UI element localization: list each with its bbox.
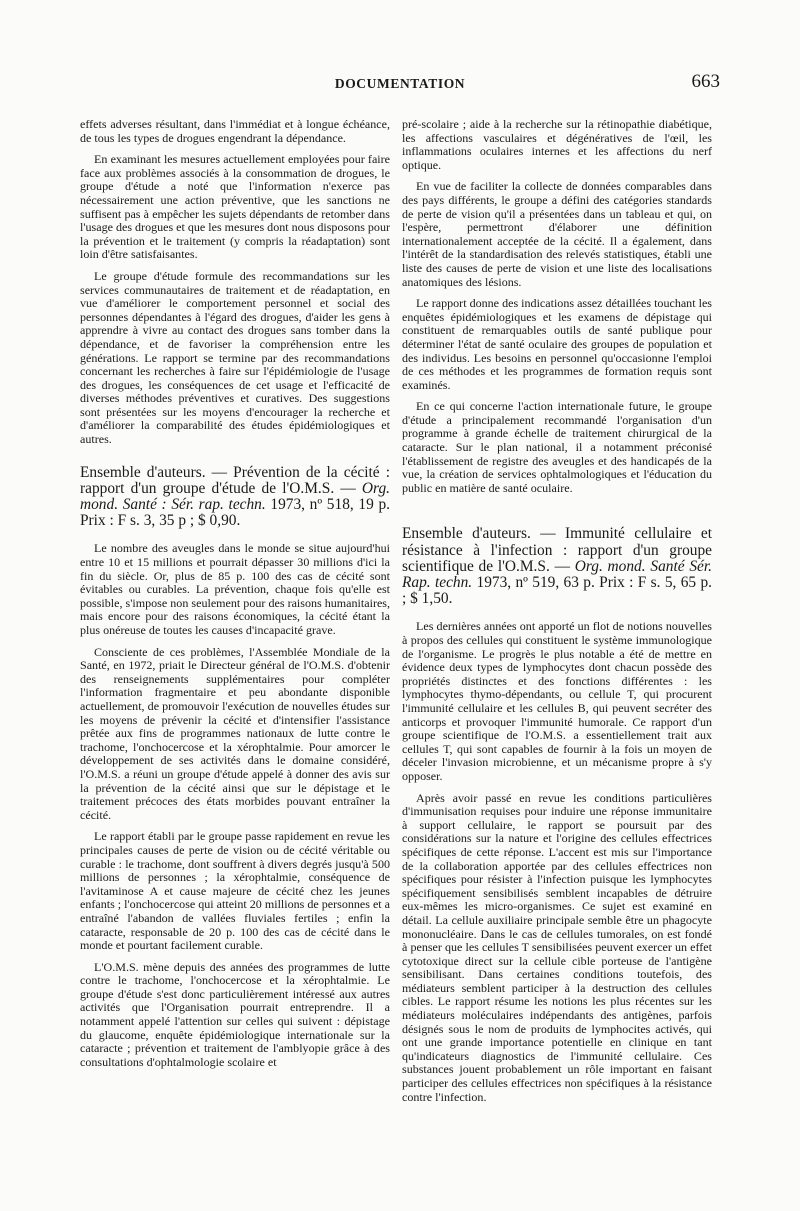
page-header — [80, 71, 720, 98]
heading-text: Ensemble d'auteurs. — Immunité cellulaire et résistance à l'infection : rapport d'un groupe scientifique de l'O.M.S. — — [402, 525, 712, 575]
heading-details: 1973, nº 518, 19 p. Prix : F s. 3, 35 p ; $ 0,90. — [80, 496, 390, 530]
paragraph: Le nombre des aveugles dans le monde se situe aujourd'hui entre 10 et 15 millions et pourrait dépasser 30 millions d'ici la fin du siècle. Or, plus de 85 p. 100 des cas de cécité sont évitables ou curables. La prévention, chaque fois qu'elle est possible, s'impose non seulement pour des raisons humanitaires, mais encore pour des raisons économiques, la cécité étant la plus onéreuse de toutes les causes d'incapacité grave. — [80, 541, 390, 638]
paragraph: En examinant les mesures actuellement employées pour faire face aux problèmes associés à la consommation de drogues, le groupe d'étude a noté que l'information n'exerce pas nécessairement une action préventive, que les sanctions ne suffisent pas à empêcher les sujets dépendants de retomber dans l'usage des drogues et que les mesures dont nous disposons pour la prévention et le traitement (y compris la réadaptation) sont loin d'être satisfaisantes. — [80, 152, 390, 262]
heading-details: 1973, nº 519, 63 p. Prix : F s. 5, 65 p. ; $ 1,50. — [402, 574, 712, 608]
paragraph: Le groupe d'étude formule des recommandations sur les services communautaires de traitement et de réadaptation, en vue d'améliorer le comportement personnel et social des personnes dépendantes à l'égard des drogues, d'aider les gens à apprendre à vivre au contact des drogues sans tomber dans la dépendance, et de favoriser la compréhension entre les générations. Le rapport se termine par des recommandations concernant les recherches à faire sur l'épidémiologie de l'usage des drogues, les conséquences de cet usage et l'efficacité de diverses méthodes préventives et curatives. Des suggestions sont présentées sur les moyens d'encourager la recherche et d'améliorer la comparabilité des études épidémiologiques et autres. — [80, 268, 390, 447]
paragraph: Après avoir passé en revue les conditions particulières d'immunisation requises pour induire une réponse immunitaire à support cellulaire, le rapport se poursuit par des considérations sur la nature et l'origine des cellules effectrices spécifiques de cette réponse. L'accent est mis sur l'importance de la collaboration apportée par des cellules effectrices non spécifiques pour résister à l'infection puisque les lymphocytes spécifiquement sensibilisés semblent incapables de détruire eux-mêmes les micro-organismes. Ce sujet est examiné en détail. La cellule auxiliaire principale semble être un phagocyte mononucléaire. Dans le cas de cellules tumorales, on est fondé à penser que les cellules T sensibilisées peuvent exercer un effet cytotoxique direct sur la cellule cible porteuse de l'antigène sensibilisant. Dans certaines conditions toutefois, des médiateurs semblent participer à la destruction des cellules cibles. Le rapport résume les notions les plus récentes sur les médiateurs moléculaires indépendants des antigènes, parfois désignés sous le nom de produits de lymphocites activés, qui ont une grande importance potentielle en clinique en tant qu'indicateurs diagnostics de l'immunité cellulaire. Ces substances jouent probablement un rôle important en faisant participer des cellules effectrices non spécifiques à la résistance contre l'infection. — [402, 790, 712, 1104]
review-heading-blindness — [80, 465, 390, 530]
paragraph: pré-scolaire ; aide à la recherche sur la rétinopathie diabétique, les affections vasculaires et dégénératives de l'œil, les inflammations oculaires internes et les affections du nerf optique. — [402, 117, 712, 172]
heading-citation: Org. mond. Santé : Sér. rap. techn. — [80, 479, 390, 514]
heading-citation: Org. mond. Santé Sér. Rap. techn. — [402, 557, 712, 592]
paragraph: Consciente de ces problèmes, l'Assemblée Mondiale de la Santé, en 1972, priait le Directeur général de l'O.M.S. d'obtenir des renseignements supplémentaires pour compléter l'information fragmentaire et peu abondante disponible actuellement, de promouvoir l'exécution de nouvelles études sur les moyens de prévenir la cécité et d'intensifier l'assistance prêtée aux fins de programmes nationaux de lutte contre le trachome, l'onchocercose et la xérophtalmie. Pour amorcer le développement de ses activités dans le domaine considéré, l'O.M.S. a réuni un groupe d'étude appelé à donner des avis sur la prévention de la cécité ainsi que sur le dépistage et le traitement précoces des états morbides pouvant entraîner la cécité. — [80, 644, 390, 822]
running-title: DOCUMENTATION — [334, 76, 466, 91]
page-number: 663 — [691, 71, 720, 92]
paragraph: En ce qui concerne l'action internationale future, le groupe d'étude a principalement recommandé l'organisation d'un programme à grande échelle de traitement chirurgical de la cataracte. Sur le plan national, il a notamment préconisé l'établissement de registre des aveugles et des handicapés de la vue, la création de services ophtalmologiques et l'éducation du public en matière de santé oculaire. — [402, 399, 712, 495]
paragraph: Le rapport établi par le groupe passe rapidement en revue les principales causes de perte de vision ou de cécité véritable ou curable : le trachome, dont souffrent à divers degrés jusqu'à 500 millions de personnes ; la xérophtalmie, conséquence de l'avitaminose A et cause majeure de cécité chez les jeunes enfants ; l'onchocercose qui atteint 20 millions de personnes et a entraîné l'abandon de vallées fluviales fertiles ; enfin la cataracte, responsable de 20 p. 100 des cas de cécité dans le monde et pourtant facilement curable. — [80, 829, 390, 953]
paragraph: effets adverses résultant, dans l'immédiat et à longue échéance, de tous les types de drogues engendrant la dépendance. — [80, 117, 390, 145]
review-heading-immunity — [402, 526, 712, 607]
paragraph: Le rapport donne des indications assez détaillées touchant les enquêtes épidémiologiques et les examens de dépistage qui constituent de remarquables outils de santé publique pour déterminer l'état de santé oculaire des groupes de population et des individus. Les besoins en personnel qu'occasionne l'emploi de ces méthodes et les programmes de formation requis sont examinés. — [402, 296, 712, 392]
paragraph: En vue de faciliter la collecte de données comparables dans des pays différents, le groupe a défini des catégories standards de perte de vision qu'il a présentées dans un tableau et qui, on l'espère, permettront d'élaborer une définition internationalement acceptée de la cécité. Il a également, dans l'intérêt de la standardisation des relevés statistiques, établi une liste des causes de perte de vision et une liste des localisations anatomiques des lésions. — [402, 179, 712, 289]
heading-text: Ensemble d'auteurs. — Prévention de la cécité : rapport d'un groupe d'étude de l'O.M.S. — — [80, 463, 390, 497]
right-column — [402, 118, 712, 1112]
paragraph: Les dernières années ont apporté un flot de notions nouvelles à propos des cellules qui constituent le système immunologique de l'organisme. Le progrès le plus notable a été de mettre en évidence deux types de lymphocytes dont chacun possède des propriétés distinctes et des fonctions différentes : les lymphocytes thymo-dépendants, ou cellule T, qui procurent l'immunité cellulaire et les cellules B, qui peuvent secréter des anticorps et provoquer l'immunité humorale. Ce rapport d'un groupe scientifique de l'O.M.S. a essentiellement trait aux cellules T, qui sont capables de fournir à la fois un moyen de déceler l'invasion microbienne, et un mécanisme propre à s'y opposer. — [402, 619, 712, 783]
paragraph: L'O.M.S. mène depuis des années des programmes de lutte contre le trachome, l'onchocercose et la xérophtalmie. Le groupe d'étude s'est donc particulièrement intéressé aux autres activités que l'Organisation pourrait entreprendre. Il a notamment appelé l'attention sur celles qui suivent : dépistage du glaucome, enquête épidémiologique internationale sur la cataracte ; prévention et traitement de l'amblyopie grâce à des consultations d'ophtalmologie scolaire et — [80, 959, 390, 1069]
left-column — [80, 118, 390, 1077]
